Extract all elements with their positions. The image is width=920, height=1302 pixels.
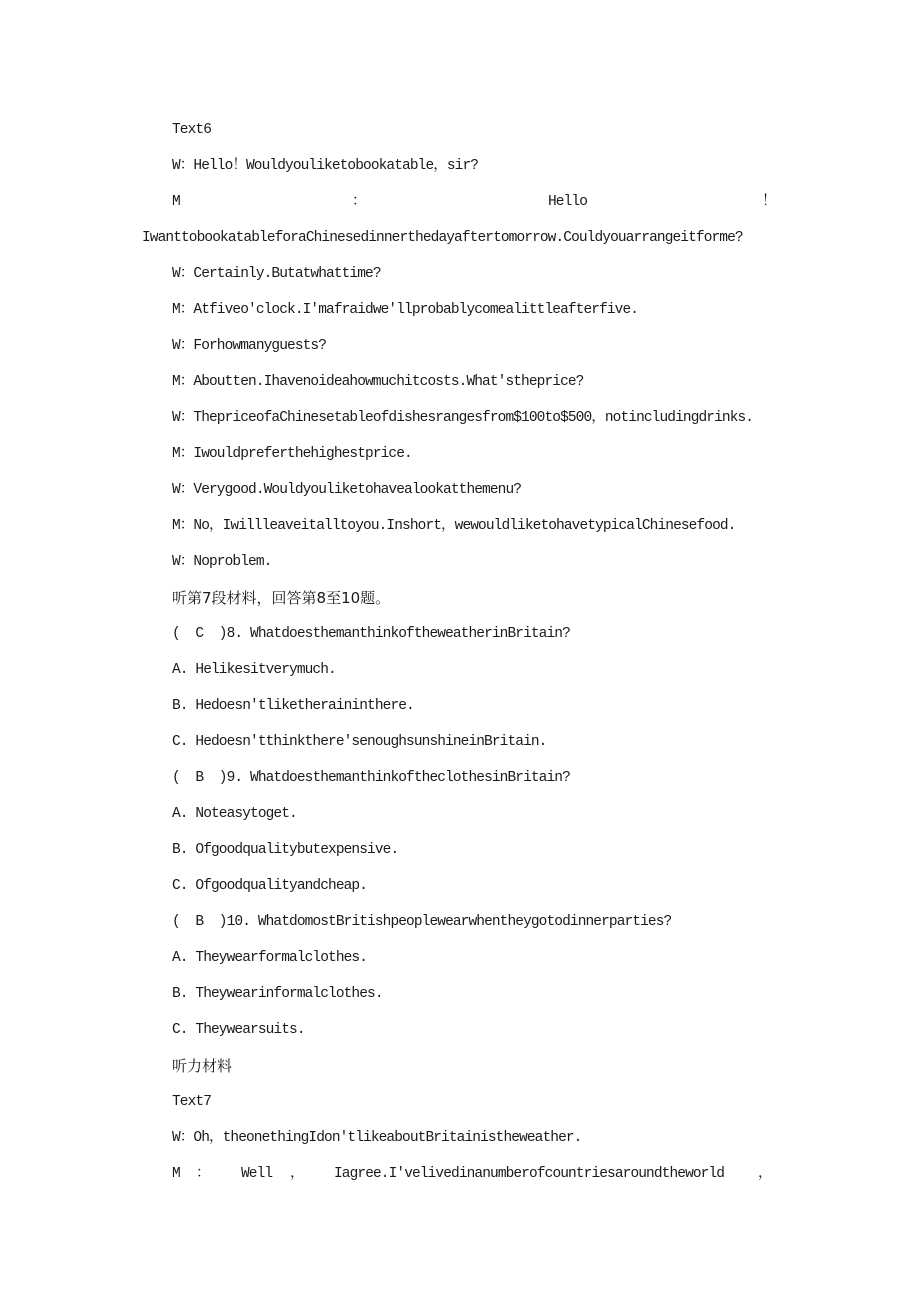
greeting-word: Hello (548, 194, 588, 210)
question-text: 10. WhatdomostBritishpeoplewearwhentheygotodinnerparties? (226, 914, 672, 930)
exclamation: ！ (762, 194, 776, 210)
text7-heading: Text7 (172, 1094, 212, 1110)
word: Well (241, 1166, 273, 1182)
option-a: A. Noteasytoget. (172, 806, 297, 822)
dialogue-line: W：Noproblem. (172, 554, 272, 570)
option-c: C. Theywearsuits. (172, 1022, 305, 1038)
dialogue-line: M：Atfiveo'clock.I'mafraidwe'llprobablycomealittleafterfive. (172, 302, 639, 318)
speaker-label: M (172, 194, 180, 210)
dialogue-line: W：Forhowmanyguests? (172, 338, 327, 354)
dialogue-line: W：Oh，theonethingIdon'tlikeaboutBritainistheweather. (172, 1130, 582, 1146)
dialogue-line: W：Hello！Wouldyouliketobookatable，sir? (172, 158, 479, 174)
answer-bracket: ( B ) (172, 914, 227, 930)
speaker-label: M (172, 1166, 180, 1182)
option-c: C. Ofgoodqualityandcheap. (172, 878, 368, 894)
option-a: A. Helikesitverymuch. (172, 662, 336, 678)
comma: ， (758, 1166, 772, 1182)
dialogue-line: M：No，Iwillleaveitalltoyou.Inshort，wewouldliketohavetypicalChinesefood. (172, 518, 736, 534)
dialogue-line: M：Iwouldpreferthehighestprice. (172, 446, 412, 462)
question-text: 9. WhatdoesthemanthinkoftheclothesinBritain? (226, 770, 570, 786)
option-b: B. Theywearinformalclothes. (172, 986, 383, 1002)
comma: ， (290, 1166, 304, 1182)
option-b: B. Hedoesn'tliketheraininthere. (172, 698, 414, 714)
dialogue-line: W：ThepriceofaChinesetableofdishesrangesfrom$100to$500，notincludingdrinks. (172, 410, 754, 426)
option-a: A. Theywearformalclothes. (172, 950, 368, 966)
option-c: C. Hedoesn'tthinkthere'senoughsunshineinBritain. (172, 734, 547, 750)
dialogue-line: W：Certainly.Butatwhattime? (172, 266, 381, 282)
dialogue-line: W：Verygood.Wouldyouliketohavealookatthemenu? (172, 482, 522, 498)
listening-material-label: 听力材料 (172, 1057, 233, 1075)
answer-bracket: ( B ) (172, 770, 227, 786)
question-text: 8. WhatdoesthemanthinkoftheweatherinBritain? (226, 626, 570, 642)
dialogue-line: M：Aboutten.Ihavenoideahowmuchitcosts.What'stheprice? (172, 374, 584, 390)
question-stem (172, 768, 570, 788)
answer-bracket: ( C ) (172, 626, 227, 642)
sentence-text: Iagree.I'velivedinanumberofcountriesaroundtheworld (334, 1166, 725, 1182)
question-stem (172, 624, 570, 644)
colon: ： (196, 1166, 210, 1182)
dialogue-line: IwanttobookatableforaChinesedinnerthedayaftertomorrow.Couldyouarrangeitforme? (142, 230, 743, 246)
colon: ： (352, 194, 366, 210)
text6-heading: Text6 (172, 122, 212, 138)
question-stem (172, 912, 671, 932)
section-instruction: 听第7段材料，回答第8至10题。 (172, 589, 391, 607)
option-b: B. Ofgoodqualitybutexpensive. (172, 842, 399, 858)
